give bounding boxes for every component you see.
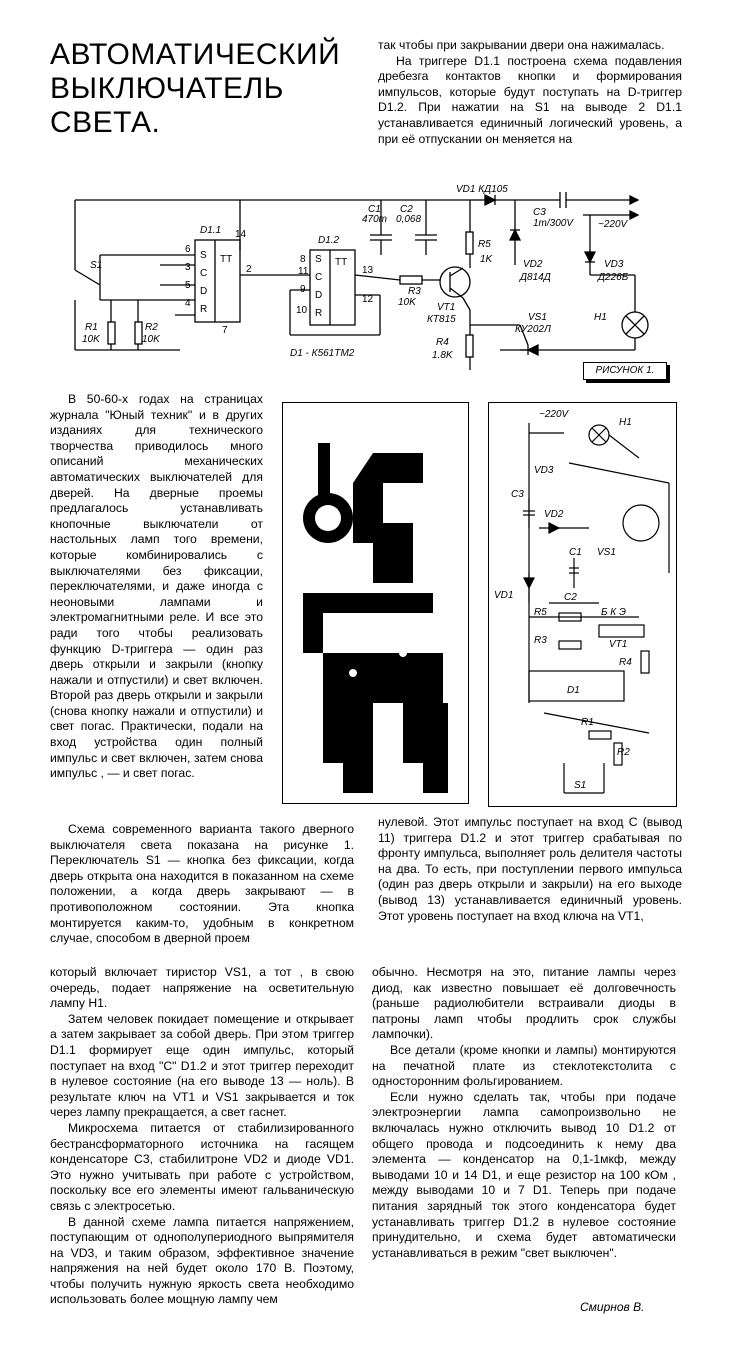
label-d1-chip: D1 - К561ТМ2 <box>290 348 355 359</box>
paragraph: Схема современного варианта такого дверного выключателя света показана на рисунке 1. Переключатель S1 — кнопка без фиксации, когда дверь открыта она находится в показанном на схеме положении, а когда дверь закрывают — в противоположном состоянии. Эта кнопка монтируется каким-то, удобным в конкретном случае, способом в дверной проем <box>50 822 354 946</box>
label-tt: TT <box>220 254 233 265</box>
label-vd2: VD2 <box>544 509 564 520</box>
pin-number: 8 <box>300 254 306 265</box>
label-d12: D1.2 <box>318 235 340 246</box>
text-left-mid-2 <box>50 822 354 947</box>
label-vd1: VD1 <box>494 590 514 601</box>
title-line: АВТОМАТИЧЕСКИЙ <box>50 38 341 71</box>
label-r1: R1 <box>85 322 98 333</box>
paragraph: В данной схеме лампа питается напряжением, поступающим от однополупериодного выпрямителя на VD3, и таким образом, эффективное значение напряжения на ней будет около 170 В. Поэтому, чтобы получить нужную яркость света необходимо использовать более мощную лампу чем <box>50 1214 354 1307</box>
label-vs1: VS1 <box>597 547 616 558</box>
text-right-bottom <box>372 965 676 1261</box>
pin-s: S <box>200 250 207 261</box>
pin-r: R <box>200 304 208 315</box>
component-layout <box>488 402 677 807</box>
pin-number: 9 <box>300 284 306 295</box>
pin-number: 11 <box>298 266 309 277</box>
text-right-mid <box>378 815 682 924</box>
paragraph: который включает тиристор VS1, а тот , в свою очередь, подает напряжение на осветительную лампу H1. <box>50 965 354 1011</box>
label-r2-value: 10K <box>142 334 160 345</box>
paragraph: нулевой. Этот импульс поступает на вход С (вывод 11) триггера D1.2 и этот триггер срабатывая по фронту импульса, выполняет роль делителя частоты на два. То есть, при поступлении первого импульса (один раз дверь открыли и закрыли) на его выходе (вывод 13) устанавливается единичный уровень. Этот уровень поступает на вход ключа на VT1, <box>378 815 682 923</box>
text-left-bottom <box>50 965 354 1308</box>
text-left-mid <box>50 392 263 782</box>
pin-c: C <box>315 272 323 283</box>
label-r1-value: 10K <box>82 334 100 345</box>
circuit-schematic <box>0 0 750 400</box>
label-r1: R1 <box>581 717 594 728</box>
label-bke: Б К Э <box>601 607 626 618</box>
label-vt1: VT1 <box>437 302 456 313</box>
pin-r: R <box>315 308 323 319</box>
label-c3: C3 <box>533 207 546 218</box>
label-r4: R4 <box>436 337 449 348</box>
label-vd3-value: Д226Б <box>598 272 629 283</box>
label-c2: C2 <box>564 592 577 603</box>
paragraph: На триггере D1.1 построена схема подавления дребезга контактов кнопки и формирования импульсов, которые будут поступать на D-триггер D1.2. При нажатии на S1 на выводе 2 D1.1 устанавливается единичный логический уровень, а при её отпускании он меняется на <box>378 53 682 146</box>
paragraph: Все детали (кроме кнопки и лампы) монтируются на печатной плате из стеклотекстолита с односторонним фольгированием. <box>372 1042 676 1089</box>
pin-number: 14 <box>235 229 247 240</box>
label-vs1-value: КУ202Л <box>515 324 551 335</box>
pcb-traces <box>282 402 469 804</box>
label-r2: R2 <box>145 322 158 333</box>
label-vd2: VD2 <box>523 259 543 270</box>
author: Смирнов В. <box>580 1300 645 1314</box>
title-line: СВЕТА. <box>50 106 161 139</box>
title-line: ВЫКЛЮЧАТЕЛЬ <box>50 72 284 105</box>
label-r5: R5 <box>534 607 547 618</box>
label-vd2-value: Д814Д <box>520 272 551 283</box>
pin-d: D <box>200 286 208 297</box>
label-h1: H1 <box>594 312 607 323</box>
pin-number: 13 <box>362 265 374 276</box>
label-vd3: VD3 <box>604 259 624 270</box>
label-220v: ~220V <box>598 219 628 230</box>
paragraph: Микросхема питается от стабилизированного бестрансформаторного источника на гасящем конденсаторе С3, стабилитроне VD2 и диоде VD1. Это нужно учитывать при работе с устройством, поскольку все его элементы имеют гальваническую связь с электросетью. <box>50 1120 354 1213</box>
pin-number: 3 <box>185 262 191 273</box>
label-r5: R5 <box>478 239 491 250</box>
label-c1-value: 470m <box>362 214 388 225</box>
pin-d: D <box>315 290 323 301</box>
label-c3: C3 <box>511 489 524 500</box>
label-h1: H1 <box>619 417 632 428</box>
label-vd3: VD3 <box>534 465 554 476</box>
paragraph: так чтобы при закрывании двери она нажималась. <box>378 38 665 52</box>
label-r4: R4 <box>619 657 632 668</box>
label-vd1: VD1 КД105 <box>456 184 508 195</box>
label-r5-value: 1K <box>480 254 493 265</box>
pin-number: 6 <box>185 244 191 255</box>
label-tt: TT <box>335 257 348 268</box>
paragraph: В 50-60-х годах на страницах журнала "Юный техник" и в других изданиях для технического творчества приводилось много описаний механических автоматических выключателей для дверей. На дверные проемы предлагалось устанавливать кнопочные выключатели от настольных ламп того времени, которые комбинировались с выключателями без фиксации, переключателями, и даже иногда с неоновыми лампами и электромагнитными реле. И все это ради того чтобы реализовать функцию D-триггера — один раз дверь открыли и закрыли (кнопку нажали и отпустили) и свет включен. Второй раз дверь открыли и закрыли (снова кнопку нажали и отпустили) и свет погас. Практически, подали на вход устройства один полный импульс и свет включен, затем снова импульс , — и свет погас. <box>50 392 263 781</box>
label-s1: S1 <box>90 260 103 271</box>
label-c2-value: 0,068 <box>396 214 422 225</box>
label-vt1-value: КТ815 <box>427 314 456 325</box>
label-c1: C1 <box>368 204 381 215</box>
pin-c: C <box>200 268 208 279</box>
pin-number: 7 <box>222 325 228 336</box>
label-vs1: VS1 <box>528 312 547 323</box>
pin-number: 10 <box>296 305 308 316</box>
pin-s: S <box>315 254 322 265</box>
pin-number: 2 <box>246 264 252 275</box>
pin-number: 5 <box>185 280 191 291</box>
label-r2: R2 <box>617 747 630 758</box>
label-r3: R3 <box>534 635 547 646</box>
label-d11: D1.1 <box>200 225 222 236</box>
label-c3-value: 1m/300V <box>533 218 574 229</box>
label-s1: S1 <box>574 780 587 791</box>
paragraph: Если нужно сделать так, чтобы при подаче электроэнергии лампа самопроизвольно не включалась нужно отключить вывод 10 D1.2 от общего провода и подсоединить к нему два элемента — конденсатор на 0,1-1мкф, между выводами 10 и 14 D1, и еще резистор на 100 кОм , между выводами 10 и 7 D1. Теперь при подаче питания зарядный ток этого конденсатора будет устанавливать триггер D1.2 в нулевое состояние принудительно, и схема будет автоматически устанавливаться в режим "свет выключен". <box>372 1089 676 1260</box>
paragraph: Затем человек покидает помещение и открывает а затем закрывает за собой дверь. При этом триггер D1.1 формирует еще один импульс, который поступает на вход "С" D1.2 и этот триггер переходит в нулевое состояние (на его выводе 13 — ноль). В результате ключ на VT1 и VS1 закрывается и ток через лампу прекращается, а свет гаснет. <box>50 1011 354 1120</box>
label-r3-value: 10K <box>398 297 416 308</box>
paragraph: обычно. Несмотря на это, питание лампы через диод, как известно повышает её долговечность (раньше радиолюбители встраивали диоды в патроны ламп чтобы продлить срок службы лампочки). <box>372 965 676 1042</box>
label-c1: C1 <box>569 547 582 558</box>
label-220v: ~220V <box>539 409 569 420</box>
label-r3: R3 <box>408 286 421 297</box>
label-c2: C2 <box>400 204 413 215</box>
label-d1: D1 <box>567 685 580 696</box>
pin-number: 4 <box>185 298 191 309</box>
figure-caption: РИСУНОК 1. <box>583 362 667 380</box>
pin-number: 12 <box>362 294 374 305</box>
label-r4-value: 1.8K <box>432 350 453 361</box>
label-vt1: VT1 <box>609 639 628 650</box>
